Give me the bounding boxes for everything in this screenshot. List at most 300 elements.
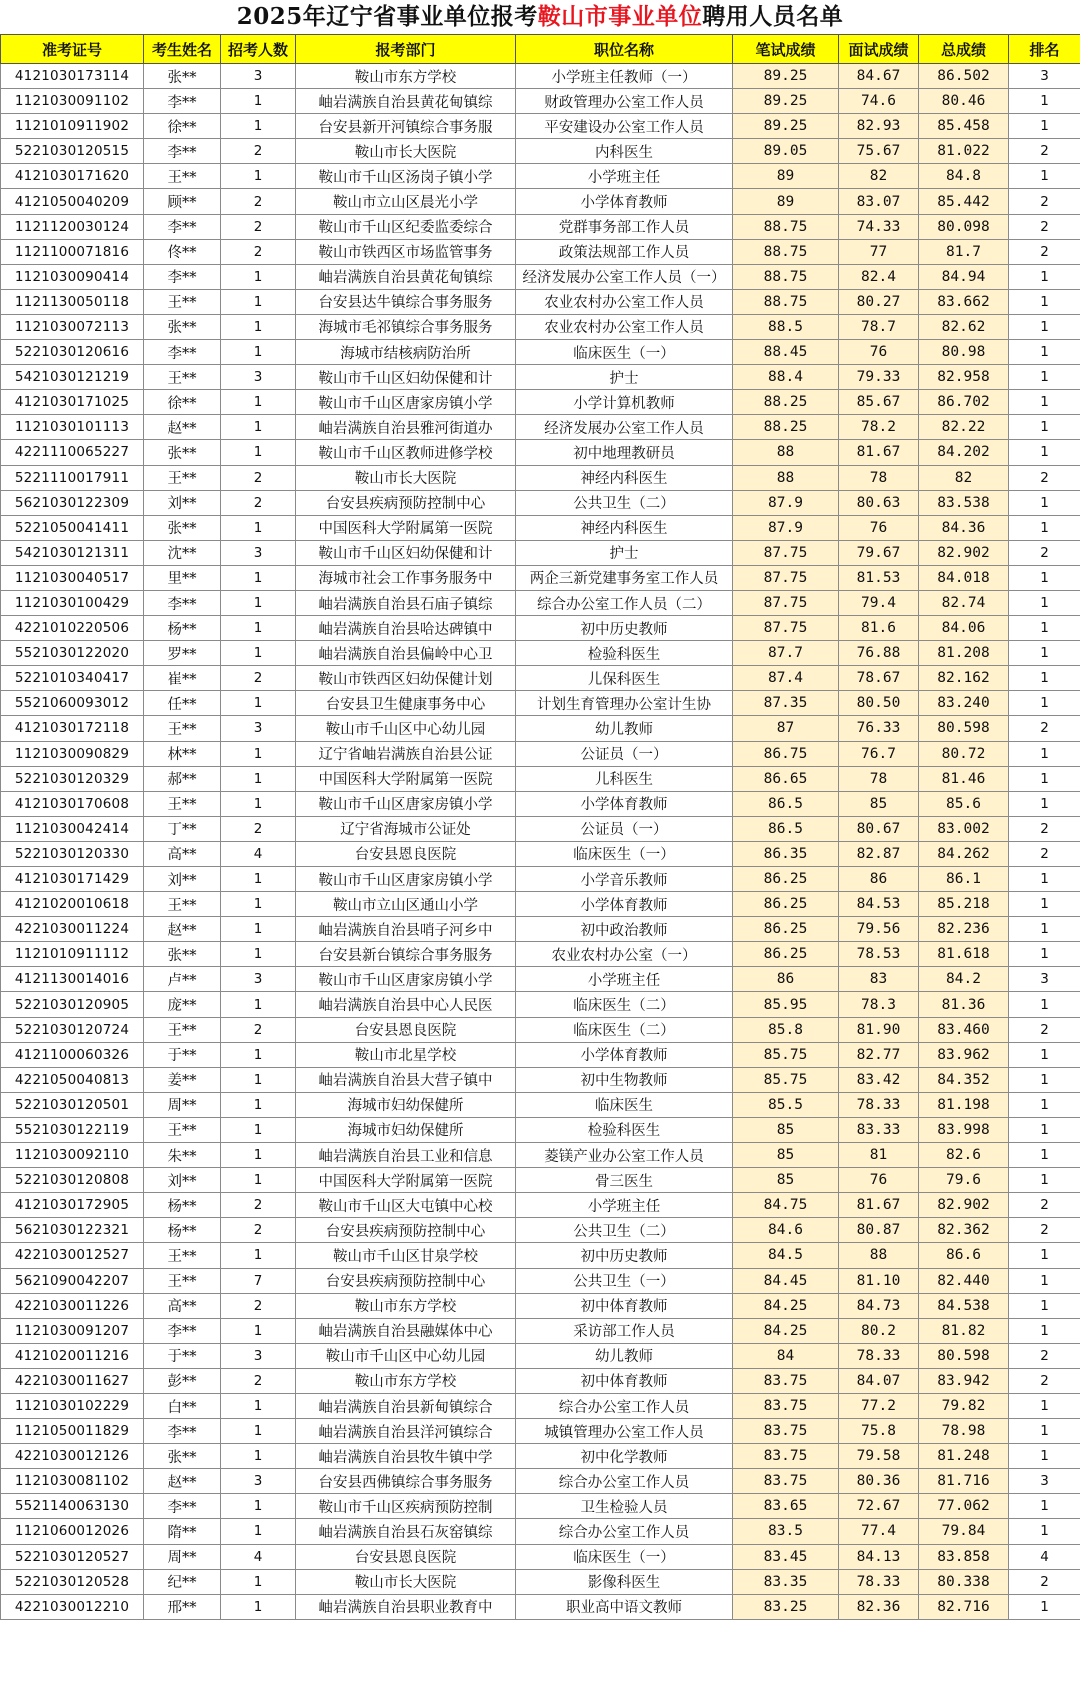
cell-total-score: 81.46 xyxy=(919,766,1009,791)
cell-name: 李** xyxy=(144,590,221,615)
cell-department: 鞍山市长大医院 xyxy=(296,139,516,164)
cell-department: 海城市结核病防治所 xyxy=(296,340,516,365)
cell-exam-id: 4221030011224 xyxy=(1,917,144,942)
cell-written-score: 83.75 xyxy=(733,1469,839,1494)
cell-written-score: 84.6 xyxy=(733,1218,839,1243)
cell-interview-score: 80.67 xyxy=(839,816,919,841)
cell-position: 初中历史教师 xyxy=(516,1243,733,1268)
cell-rank: 4 xyxy=(1009,1544,1080,1569)
cell-name: 王** xyxy=(144,1268,221,1293)
cell-written-score: 84.25 xyxy=(733,1293,839,1318)
cell-written-score: 86.25 xyxy=(733,917,839,942)
cell-department: 岫岩满族自治县黄花甸镇综 xyxy=(296,89,516,114)
cell-name: 王** xyxy=(144,289,221,314)
cell-exam-id: 5521060093012 xyxy=(1,691,144,716)
cell-rank: 1 xyxy=(1009,1092,1080,1117)
cell-name: 里** xyxy=(144,565,221,590)
cell-recruit-count: 2 xyxy=(221,1293,296,1318)
cell-interview-score: 83 xyxy=(839,967,919,992)
cell-written-score: 88.25 xyxy=(733,415,839,440)
cell-recruit-count: 1 xyxy=(221,415,296,440)
cell-total-score: 83.998 xyxy=(919,1117,1009,1142)
cell-exam-id: 5221030120528 xyxy=(1,1569,144,1594)
cell-recruit-count: 1 xyxy=(221,515,296,540)
cell-recruit-count: 1 xyxy=(221,89,296,114)
cell-rank: 1 xyxy=(1009,1318,1080,1343)
table-row xyxy=(1,1569,1080,1594)
cell-exam-id: 1121030040517 xyxy=(1,565,144,590)
cell-written-score: 86.65 xyxy=(733,766,839,791)
cell-interview-score: 77.2 xyxy=(839,1393,919,1418)
table-row xyxy=(1,1143,1080,1168)
cell-exam-id: 4121030172118 xyxy=(1,716,144,741)
cell-rank: 2 xyxy=(1009,465,1080,490)
cell-department: 中国医科大学附属第一医院 xyxy=(296,515,516,540)
cell-written-score: 83.75 xyxy=(733,1368,839,1393)
cell-position: 党群事务部工作人员 xyxy=(516,214,733,239)
cell-total-score: 79.6 xyxy=(919,1168,1009,1193)
cell-name: 徐** xyxy=(144,390,221,415)
cell-interview-score: 76.33 xyxy=(839,716,919,741)
table-row xyxy=(1,139,1080,164)
cell-interview-score: 72.67 xyxy=(839,1494,919,1519)
cell-written-score: 87.9 xyxy=(733,490,839,515)
table-row xyxy=(1,1193,1080,1218)
cell-exam-id: 4121030173114 xyxy=(1,64,144,89)
cell-interview-score: 79.4 xyxy=(839,590,919,615)
cell-department: 鞍山市立山区通山小学 xyxy=(296,892,516,917)
cell-recruit-count: 1 xyxy=(221,691,296,716)
cell-rank: 1 xyxy=(1009,1042,1080,1067)
table-row xyxy=(1,340,1080,365)
cell-department: 鞍山市千山区纪委监委综合 xyxy=(296,214,516,239)
cell-total-score: 85.218 xyxy=(919,892,1009,917)
cell-rank: 1 xyxy=(1009,666,1080,691)
cell-rank: 1 xyxy=(1009,565,1080,590)
table-row xyxy=(1,565,1080,590)
cell-rank: 2 xyxy=(1009,239,1080,264)
cell-position: 公共卫生（二） xyxy=(516,1218,733,1243)
cell-interview-score: 75.67 xyxy=(839,139,919,164)
table-row xyxy=(1,189,1080,214)
cell-name: 李** xyxy=(144,139,221,164)
cell-recruit-count: 1 xyxy=(221,942,296,967)
cell-rank: 1 xyxy=(1009,490,1080,515)
cell-position: 骨三医生 xyxy=(516,1168,733,1193)
cell-total-score: 82.958 xyxy=(919,365,1009,390)
cell-recruit-count: 1 xyxy=(221,264,296,289)
cell-position: 临床医生（二） xyxy=(516,992,733,1017)
cell-written-score: 85.75 xyxy=(733,1042,839,1067)
cell-exam-id: 4221030011226 xyxy=(1,1293,144,1318)
cell-rank: 2 xyxy=(1009,816,1080,841)
table-row xyxy=(1,641,1080,666)
cell-interview-score: 85.67 xyxy=(839,390,919,415)
cell-interview-score: 83.33 xyxy=(839,1117,919,1142)
cell-name: 于** xyxy=(144,1343,221,1368)
cell-written-score: 83.65 xyxy=(733,1494,839,1519)
cell-position: 财政管理办公室工作人员 xyxy=(516,89,733,114)
cell-recruit-count: 2 xyxy=(221,490,296,515)
cell-total-score: 79.82 xyxy=(919,1393,1009,1418)
cell-rank: 1 xyxy=(1009,515,1080,540)
cell-name: 王** xyxy=(144,164,221,189)
cell-rank: 1 xyxy=(1009,289,1080,314)
cell-total-score: 79.84 xyxy=(919,1519,1009,1544)
cell-recruit-count: 1 xyxy=(221,565,296,590)
table-row xyxy=(1,1268,1080,1293)
cell-rank: 1 xyxy=(1009,264,1080,289)
cell-exam-id: 1121060012026 xyxy=(1,1519,144,1544)
cell-interview-score: 85 xyxy=(839,791,919,816)
cell-department: 台安县恩良医院 xyxy=(296,1017,516,1042)
cell-total-score: 85.458 xyxy=(919,114,1009,139)
cell-total-score: 84.8 xyxy=(919,164,1009,189)
cell-position: 检验科医生 xyxy=(516,1117,733,1142)
cell-position: 政策法规部工作人员 xyxy=(516,239,733,264)
cell-written-score: 83.75 xyxy=(733,1444,839,1469)
cell-interview-score: 77.4 xyxy=(839,1519,919,1544)
cell-written-score: 86.35 xyxy=(733,841,839,866)
cell-department: 台安县恩良医院 xyxy=(296,1544,516,1569)
cell-rank: 1 xyxy=(1009,415,1080,440)
cell-name: 姜** xyxy=(144,1067,221,1092)
cell-exam-id: 4121130014016 xyxy=(1,967,144,992)
cell-exam-id: 1121030091207 xyxy=(1,1318,144,1343)
cell-name: 徐** xyxy=(144,114,221,139)
table-row xyxy=(1,1469,1080,1494)
cell-name: 林** xyxy=(144,741,221,766)
cell-department: 鞍山市千山区中心幼儿园 xyxy=(296,716,516,741)
cell-name: 张** xyxy=(144,440,221,465)
cell-name: 李** xyxy=(144,1318,221,1343)
cell-exam-id: 5221030120808 xyxy=(1,1168,144,1193)
cell-total-score: 80.98 xyxy=(919,340,1009,365)
cell-recruit-count: 1 xyxy=(221,314,296,339)
cell-department: 台安县疾病预防控制中心 xyxy=(296,1218,516,1243)
cell-position: 初中化学教师 xyxy=(516,1444,733,1469)
table-row xyxy=(1,264,1080,289)
cell-total-score: 82.440 xyxy=(919,1268,1009,1293)
cell-department: 鞍山市千山区唐家房镇小学 xyxy=(296,390,516,415)
cell-name: 张** xyxy=(144,1444,221,1469)
cell-recruit-count: 1 xyxy=(221,1067,296,1092)
cell-position: 检验科医生 xyxy=(516,641,733,666)
cell-total-score: 83.460 xyxy=(919,1017,1009,1042)
cell-recruit-count: 2 xyxy=(221,1017,296,1042)
cell-name: 佟** xyxy=(144,239,221,264)
cell-rank: 3 xyxy=(1009,1469,1080,1494)
cell-total-score: 81.82 xyxy=(919,1318,1009,1343)
cell-recruit-count: 1 xyxy=(221,390,296,415)
cell-recruit-count: 1 xyxy=(221,1243,296,1268)
cell-recruit-count: 2 xyxy=(221,465,296,490)
cell-exam-id: 1121030072113 xyxy=(1,314,144,339)
cell-recruit-count: 3 xyxy=(221,716,296,741)
cell-position: 采访部工作人员 xyxy=(516,1318,733,1343)
cell-total-score: 83.942 xyxy=(919,1368,1009,1393)
cell-department: 岫岩满族自治县工业和信息 xyxy=(296,1143,516,1168)
cell-exam-id: 4221030012527 xyxy=(1,1243,144,1268)
cell-name: 于** xyxy=(144,1042,221,1067)
table-row xyxy=(1,616,1080,641)
cell-rank: 1 xyxy=(1009,89,1080,114)
table-row xyxy=(1,239,1080,264)
cell-department: 海城市社会工作事务服务中 xyxy=(296,565,516,590)
cell-position: 儿科医生 xyxy=(516,766,733,791)
cell-exam-id: 5221030120330 xyxy=(1,841,144,866)
cell-recruit-count: 1 xyxy=(221,340,296,365)
table-row xyxy=(1,415,1080,440)
table-row xyxy=(1,892,1080,917)
cell-department: 岫岩满族自治县石灰窑镇综 xyxy=(296,1519,516,1544)
table-row xyxy=(1,1067,1080,1092)
table-row xyxy=(1,1218,1080,1243)
cell-rank: 1 xyxy=(1009,1419,1080,1444)
table-row xyxy=(1,666,1080,691)
cell-interview-score: 76 xyxy=(839,340,919,365)
cell-rank: 1 xyxy=(1009,1293,1080,1318)
cell-name: 王** xyxy=(144,1243,221,1268)
cell-interview-score: 80.87 xyxy=(839,1218,919,1243)
cell-total-score: 83.858 xyxy=(919,1544,1009,1569)
cell-recruit-count: 1 xyxy=(221,590,296,615)
cell-total-score: 82.74 xyxy=(919,590,1009,615)
cell-name: 张** xyxy=(144,64,221,89)
cell-written-score: 85 xyxy=(733,1117,839,1142)
cell-total-score: 82.22 xyxy=(919,415,1009,440)
cell-name: 周** xyxy=(144,1092,221,1117)
cell-written-score: 87.4 xyxy=(733,666,839,691)
table-row xyxy=(1,214,1080,239)
cell-department: 鞍山市铁西区妇幼保健计划 xyxy=(296,666,516,691)
table-row xyxy=(1,1594,1080,1619)
cell-interview-score: 78.53 xyxy=(839,942,919,967)
cell-exam-id: 5521140063130 xyxy=(1,1494,144,1519)
cell-interview-score: 84.13 xyxy=(839,1544,919,1569)
cell-position: 影像科医生 xyxy=(516,1569,733,1594)
cell-interview-score: 82 xyxy=(839,164,919,189)
cell-recruit-count: 2 xyxy=(221,1193,296,1218)
header-exam-id: 准考证号 xyxy=(1,35,144,64)
cell-total-score: 81.208 xyxy=(919,641,1009,666)
cell-position: 公共卫生（二） xyxy=(516,490,733,515)
header-interview-score: 面试成绩 xyxy=(839,35,919,64)
cell-written-score: 87.75 xyxy=(733,540,839,565)
header-rank: 排名 xyxy=(1009,35,1080,64)
cell-interview-score: 78.3 xyxy=(839,992,919,1017)
cell-position: 护士 xyxy=(516,365,733,390)
cell-total-score: 83.662 xyxy=(919,289,1009,314)
cell-department: 鞍山市长大医院 xyxy=(296,1569,516,1594)
cell-total-score: 82.716 xyxy=(919,1594,1009,1619)
cell-interview-score: 86 xyxy=(839,867,919,892)
cell-written-score: 83.45 xyxy=(733,1544,839,1569)
cell-written-score: 83.75 xyxy=(733,1419,839,1444)
cell-recruit-count: 1 xyxy=(221,1143,296,1168)
table-row xyxy=(1,816,1080,841)
cell-position: 临床医生（一） xyxy=(516,1544,733,1569)
cell-position: 计划生育管理办公室计生协 xyxy=(516,691,733,716)
cell-total-score: 84.018 xyxy=(919,565,1009,590)
table-body xyxy=(1,64,1080,1620)
cell-interview-score: 80.63 xyxy=(839,490,919,515)
cell-department: 鞍山市北星学校 xyxy=(296,1042,516,1067)
cell-recruit-count: 1 xyxy=(221,1419,296,1444)
cell-written-score: 88.4 xyxy=(733,365,839,390)
cell-recruit-count: 2 xyxy=(221,1218,296,1243)
cell-position: 内科医生 xyxy=(516,139,733,164)
cell-rank: 2 xyxy=(1009,1017,1080,1042)
cell-interview-score: 79.33 xyxy=(839,365,919,390)
cell-written-score: 85.95 xyxy=(733,992,839,1017)
table-row xyxy=(1,1017,1080,1042)
cell-name: 邢** xyxy=(144,1594,221,1619)
cell-recruit-count: 1 xyxy=(221,1393,296,1418)
cell-recruit-count: 2 xyxy=(221,139,296,164)
cell-position: 综合办公室工作人员 xyxy=(516,1393,733,1418)
header-written-score: 笔试成绩 xyxy=(733,35,839,64)
cell-total-score: 81.022 xyxy=(919,139,1009,164)
cell-rank: 1 xyxy=(1009,741,1080,766)
cell-position: 小学体育教师 xyxy=(516,189,733,214)
cell-rank: 1 xyxy=(1009,1117,1080,1142)
cell-written-score: 85.5 xyxy=(733,1092,839,1117)
cell-exam-id: 1121030081102 xyxy=(1,1469,144,1494)
cell-position: 综合办公室工作人员 xyxy=(516,1519,733,1544)
cell-exam-id: 4121030171620 xyxy=(1,164,144,189)
cell-interview-score: 81.67 xyxy=(839,1193,919,1218)
page-title xyxy=(0,0,1080,34)
cell-interview-score: 78.7 xyxy=(839,314,919,339)
cell-department: 鞍山市东方学校 xyxy=(296,64,516,89)
cell-exam-id: 1121010911112 xyxy=(1,942,144,967)
table-row xyxy=(1,741,1080,766)
cell-recruit-count: 3 xyxy=(221,967,296,992)
cell-written-score: 88 xyxy=(733,465,839,490)
cell-rank: 1 xyxy=(1009,917,1080,942)
cell-interview-score: 84.67 xyxy=(839,64,919,89)
cell-exam-id: 5421030121311 xyxy=(1,540,144,565)
cell-department: 鞍山市东方学校 xyxy=(296,1368,516,1393)
cell-recruit-count: 1 xyxy=(221,1042,296,1067)
cell-recruit-count: 1 xyxy=(221,892,296,917)
cell-exam-id: 5221110017911 xyxy=(1,465,144,490)
cell-name: 李** xyxy=(144,214,221,239)
cell-rank: 1 xyxy=(1009,314,1080,339)
cell-position: 儿保科医生 xyxy=(516,666,733,691)
cell-interview-score: 81 xyxy=(839,1143,919,1168)
cell-interview-score: 76.88 xyxy=(839,641,919,666)
cell-department: 鞍山市千山区唐家房镇小学 xyxy=(296,967,516,992)
cell-total-score: 84.36 xyxy=(919,515,1009,540)
cell-interview-score: 78 xyxy=(839,766,919,791)
cell-recruit-count: 1 xyxy=(221,1594,296,1619)
cell-written-score: 88 xyxy=(733,440,839,465)
header-total-score: 总成绩 xyxy=(919,35,1009,64)
cell-department: 辽宁省岫岩满族自治县公证 xyxy=(296,741,516,766)
cell-rank: 1 xyxy=(1009,1393,1080,1418)
cell-name: 杨** xyxy=(144,1193,221,1218)
table-row xyxy=(1,917,1080,942)
cell-exam-id: 5221050041411 xyxy=(1,515,144,540)
cell-total-score: 82.62 xyxy=(919,314,1009,339)
cell-name: 刘** xyxy=(144,490,221,515)
cell-exam-id: 4221030011627 xyxy=(1,1368,144,1393)
cell-department: 岫岩满族自治县融媒体中心 xyxy=(296,1318,516,1343)
cell-department: 鞍山市千山区大屯镇中心校 xyxy=(296,1193,516,1218)
cell-rank: 1 xyxy=(1009,942,1080,967)
header-recruit-count: 招考人数 xyxy=(221,35,296,64)
cell-department: 鞍山市千山区唐家房镇小学 xyxy=(296,867,516,892)
cell-interview-score: 80.36 xyxy=(839,1469,919,1494)
cell-written-score: 84.75 xyxy=(733,1193,839,1218)
table-row xyxy=(1,841,1080,866)
cell-written-score: 87.75 xyxy=(733,590,839,615)
cell-total-score: 82.6 xyxy=(919,1143,1009,1168)
cell-department: 海城市毛祁镇综合事务服务 xyxy=(296,314,516,339)
table-row xyxy=(1,440,1080,465)
cell-total-score: 82.362 xyxy=(919,1218,1009,1243)
cell-position: 公共卫生（一） xyxy=(516,1268,733,1293)
cell-written-score: 88.75 xyxy=(733,239,839,264)
table-row xyxy=(1,1494,1080,1519)
table-row xyxy=(1,515,1080,540)
cell-position: 临床医生（一） xyxy=(516,841,733,866)
cell-position: 农业农村办公室（一） xyxy=(516,942,733,967)
cell-position: 综合办公室工作人员（二） xyxy=(516,590,733,615)
cell-rank: 2 xyxy=(1009,214,1080,239)
cell-exam-id: 5621030122321 xyxy=(1,1218,144,1243)
cell-total-score: 82.902 xyxy=(919,540,1009,565)
cell-department: 辽宁省海城市公证处 xyxy=(296,816,516,841)
cell-written-score: 83.5 xyxy=(733,1519,839,1544)
table-row xyxy=(1,314,1080,339)
cell-name: 王** xyxy=(144,791,221,816)
table-row xyxy=(1,1544,1080,1569)
cell-written-score: 89.05 xyxy=(733,139,839,164)
cell-name: 朱** xyxy=(144,1143,221,1168)
cell-position: 公证员（一） xyxy=(516,816,733,841)
cell-total-score: 80.598 xyxy=(919,716,1009,741)
cell-written-score: 88.75 xyxy=(733,264,839,289)
cell-position: 临床医生（一） xyxy=(516,340,733,365)
cell-name: 郝** xyxy=(144,766,221,791)
cell-name: 王** xyxy=(144,892,221,917)
cell-department: 中国医科大学附属第一医院 xyxy=(296,766,516,791)
cell-interview-score: 74.6 xyxy=(839,89,919,114)
cell-total-score: 80.098 xyxy=(919,214,1009,239)
cell-total-score: 82.236 xyxy=(919,917,1009,942)
table-row xyxy=(1,1243,1080,1268)
cell-exam-id: 1121030091102 xyxy=(1,89,144,114)
cell-interview-score: 82.4 xyxy=(839,264,919,289)
cell-interview-score: 77 xyxy=(839,239,919,264)
cell-rank: 1 xyxy=(1009,892,1080,917)
cell-department: 台安县疾病预防控制中心 xyxy=(296,1268,516,1293)
cell-total-score: 86.702 xyxy=(919,390,1009,415)
table-row xyxy=(1,1419,1080,1444)
cell-recruit-count: 2 xyxy=(221,666,296,691)
cell-name: 杨** xyxy=(144,616,221,641)
cell-interview-score: 76.7 xyxy=(839,741,919,766)
cell-written-score: 86.25 xyxy=(733,867,839,892)
table-row xyxy=(1,590,1080,615)
cell-exam-id: 4121030171025 xyxy=(1,390,144,415)
cell-recruit-count: 4 xyxy=(221,841,296,866)
cell-department: 岫岩满族自治县洋河镇综合 xyxy=(296,1419,516,1444)
cell-rank: 1 xyxy=(1009,390,1080,415)
